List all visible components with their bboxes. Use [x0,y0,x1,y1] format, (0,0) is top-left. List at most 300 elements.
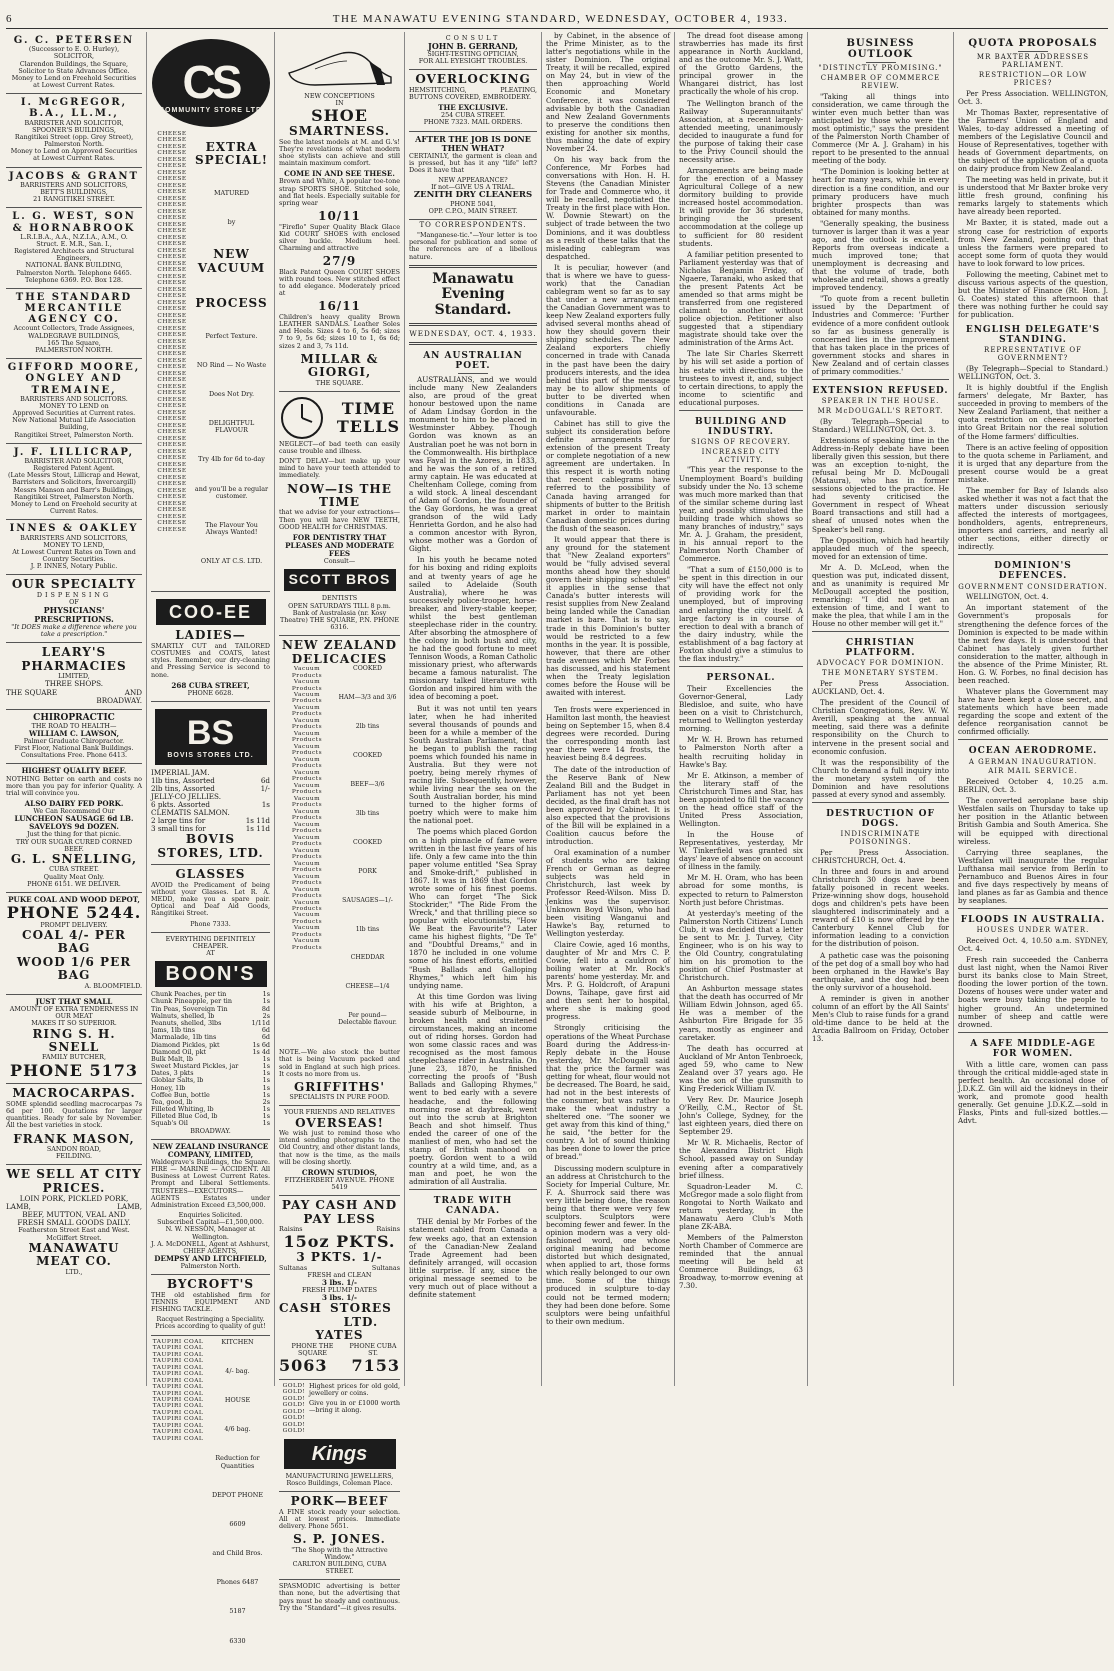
article-dominion-defences [958,593,1108,736]
repeat-word: TAUPIRI COAL [152,1364,204,1371]
headline-extension-refused: EXTENSION REFUSED. [812,385,949,396]
ad-line: Messrs Manson and Barr's Buildings, [13,485,135,494]
poet-paragraph: But it was not until ten years later, when he had inherited several thousands of pounds and been for a while a member of the South Australian Parliament, that he began to publish the racing poems which founded his name in Australia. But they were not poetry, being merely rhymes of racing life. Subsequently, however, while living near the sea on the South Australian border, his mind turned to the higher forms of poetry which were to make him the national poet. [409,703,537,826]
repeat-word: CHEESE [157,163,187,170]
repeat-word: TAUPIRI COAL [152,1371,204,1378]
repeat-word: CHEESE [157,293,187,300]
nz-insurance-ad: NEW ZEALAND INSURANCE COMPANY, LIMITED, Waldegrave's Buildings, the Square. FIRE — MARINE — ACCIDENT. All Business at Lowest Current Rates. Prompt and Liberal Settlements. TRUSTEES—EXECUTORS—AGENTS Estates under Administration Exceed £3,500,000. Enquiries Solicited. Subscribed Capital—£1,500,000. N. W. NESSON, Manager at Wellington. J. A. McDONELL, Agent at Ashhurst, CHIEF AGENTS, DEMPSY AND LITCHFIELD, Palmerston North. [151,1140,270,1276]
item-price: 1s [261,800,270,810]
repeat-word: Vacuum Products [291,847,323,861]
zenith-dry-cleaners-ad: AFTER THE JOB IS DONE THEN WHAT? CERTAINLY, the garment is clean and is pressed, but has it any "life" left? Does it have that NEW APPEARANCE? If not—GIVE US A TRIAL. ZENITH DRY CLEANERS PHONE 5041, OPP. C.P.O., MAIN STREET. [409,132,537,221]
gold-repeat-column [279,1383,309,1435]
repeat-word: Vacuum Products [291,886,323,900]
ad-line: Money to Lend on Freehold Securities [11,73,137,82]
ad-line: Money to Lend on Approved Securities [10,147,138,156]
ad-line: (Late Messrs Stout, Lillicrap and Hewat, [8,471,140,480]
ad-line: New National Mutual Life Association [12,416,136,425]
extension-paragraph: Mr A. D. McLeod, when the question was put, indicated dissent, and as unanimity is required Mr McDougall accepted the position, remarking: "I did not get an extension of time, and I want to make the plea, that while I am in the House no other member will get it." [812,562,949,629]
column-1 [2,32,147,1386]
repeat-word: CHEESE [157,137,187,144]
leary-pharmacies-ad: LEARY'S PHARMACIES LIMITED, THREE SHOPS. THE SQUARE AND BROADWAY. [6,643,142,709]
repeat-word: CHEESE [157,176,187,183]
poet-paragraph: AUSTRALIANS, and we would include many New Zealanders also, are proud of the great honour bestowed upon the name of Adam Lindsay Gordon in the monument to him to be placed in Westminster Abbey. Though Gordon was known as an Australian poet he was not born in the Commonwealth. His birthplace was Fayal in the Azores, in 1833, and he was the son of a retired army captain. He was educated at Cheltenham College, coming from a wild stock. A lineal descendant of Adam of Gordon, the founder of the Gay Gordons, he was a great grandson of the wild Lady Henrietta Gordon, and he also had a common ancestor with Byron, whose mother was a Gordon of Gight. [409,375,537,554]
ad-line: Engineers, [56,254,92,263]
pork-beef-ad: PORK—BEEF A FINE stock ready your selection. All at lowest prices. Immediate delivery. Phone 5651. S. P. JONES. "The Shop with the Attractive Window." CARLTON BUILDING, CUBA STREET. [279,1492,400,1580]
cheese-ad-line: Try 4lb for 6d to-day [198,455,265,464]
ad-line: Building, [59,423,89,432]
taupiri-line: 6330 [229,1636,246,1645]
repeat-word: CHEESE [157,520,187,527]
repeat-word: CHEESE [157,403,187,410]
repeat-word: CHEESE [157,208,187,215]
item-name: Sweet Mustard Pickles, jar [151,1062,239,1071]
christian-paragraph: It was the responsibility of the Church to demand a full inquiry into the monetary system of the Dominion and have resolutions passed at every synod and assembly. [812,757,949,799]
repeat-word: CHEESE [157,182,187,189]
repeat-word: TAUPIRI COAL [152,1384,204,1391]
vacuum-repeat-column [279,666,335,1049]
repeat-word: CHEESE [157,435,187,442]
ad-line: Rangitikei Street, Palmerston North. [14,492,134,501]
ad-line: Approved Securities at Current rates. [12,409,136,418]
repeat-word: TAUPIRI COAL [152,1358,204,1365]
item-name: Walnuts, shelled, lb [151,1011,215,1020]
vacuum-line: 2lb tins [355,722,380,730]
bovis-stores-ad: BS BOVIS STORES LTD. IMPERIAL JAM. 1lb tins, Assorted 6d 2lb tins, Assorted 1/- JELLY-CO JELLIES. 6 pkts. Assorted 1s CLEMATIS SALMON. 2 large tins for 1s 11d 3 small tins for 1s 11d BOVIS STORES, LTD. [151,702,270,865]
item-price: 6d [260,776,270,786]
repeat-word: Vacuum Products [291,679,323,692]
firm-name: JACOBS & GRANT [8,170,140,182]
item-name: Diamond Pickles, pkt [151,1040,220,1049]
repeat-word: CHEESE [157,351,187,358]
taupiri-repeat-column [151,1339,205,1667]
item-name: 6 pkts. Assorted [151,800,211,810]
column-5 [542,32,675,1386]
repeat-word: CHEESE [157,474,187,481]
taupiri-line: Phones 6487 [216,1578,259,1587]
repeat-word: CHEESE [157,409,187,416]
personal-item: At yesterday's meeting of the Palmerston North Citizens' Lunch Club, it was decided that a letter be sent to Mr. J. Turvey, City Engineer, who is on his way to the Old Country, congratulating him on his promotion to the position of Chief Postmaster at Christchurch. [679,908,803,983]
repeat-word: CHEESE [157,357,187,364]
repeat-word: CHEESE [157,383,187,390]
repeat-word: CHEESE [157,448,187,455]
item-price: 2s [262,1097,270,1106]
repeat-word: CHEESE [157,312,187,319]
item-name: IMPERIAL JAM. [151,767,210,777]
flood-paragraph: Received Oct. 4, 10.50 a.m. SYDNEY, Oct. 4. [958,936,1108,954]
shoe-price: 10/11 [318,209,361,224]
legal-ad [6,359,142,444]
community-store-logo: CS COMMUNITY STORE LTD [152,39,270,127]
item-price: 1s [262,1062,270,1071]
defence-paragraph: An important statement of the Government's proposals for strengthening the defence forces of the Dominion is expected to be made within the next few days. It is understood that Cabinet has lately given further consideration to the matter, although in the absence of the Prime Minister, Rt. Hon. G. W. Forbes, no final decision has been reached. [958,603,1108,685]
ad-line: WALDEGRAVE BUILDINGS, [28,331,120,340]
column-8: QUOTA PROPOSALS MR BAXTER ADDRESSES PARLIAMENT. RESTRICTION—OR LOW PRICES? Per Press Association. WELLINGTON, Oct. 3. Mr Thomas Baxter, representative of the Farmers' Union of England and Wales, to-day addressed a meeting of members of the Legislative Council and House of Representatives, together with heads of Government departments, on the subject of the application of a quota on dairy produce from New Zealand. The meeting was held in private, but it is understood that Mr Baxter broke very little fresh ground, confining his remarks largely to statements which have already been reported. Mr Baxter, it is stated, made out a strong case for restriction of exports from New Zealand, pointing out that unless the farmers were prepared to accept some form of quota they would have to look forward to low prices. Following the meeting, Cabinet met to discuss various aspects of the question, but the Minister of Finance (Rt. Hon. J. G. Coates) stated this afternoon that there was nothing further he could say for publication. ENGLISH DELEGATE'S STANDING. REPRESENTATIVE OF GOVERNMENT? (By Telegraph—Special to Standard.) WELLINGTON, Oct. 3. It is highly doubtful if the English farmers' delegate, Mr Baxter, has succeeded in proving to members of the New Zealand Parliament, that neither a quota restriction on cheese imported into Great Britain nor the real solution of the Home farmers' difficulties. There is an active feeling of opposition to the quota scheme in Parliament, and it is urged that any departure from the present course would be a great mistake. The member for Bay of Islands also asked whether it was not a fact that the matters under discussion seriously affected the interests of mortgagees, bondholders, agents, entrepreneurs, importers and carriers, and nearly all other sections, either directly or indirectly. DOMINION'S DEFENCES. GOVERNMENT CONSIDERATION. WELLINGTON, Oct. 4. An important statement of the Government's proposals for strengthening the defence forces of the Dominion is expected to be made within the next few days. It is understood that Cabinet has lately given further consideration to the matter, although in the absence of the Prime Minister, Rt. Hon. G. W. Forbes, no final decision has been reached. Whatever plans the Government may have have been kept a close secret, and statements which have been made regarding the scope and extent of the defence reorganisation cannot be confirmed officially. OCEAN AERODROME. A GERMAN INAUGURATION. AIR MAIL SERVICE. Received October 4, 10.25 a.m. BERLIN, Oct. 3. The converted aeroplane base ship Westfalen sails on Thursday to take up her position in the Atlantic between British Gambia and South America. She will be equipped with directional wireless. Carrying three seaplanes, the Westfalen will inaugurate the regular Lufthansa mail service from Berlin to Pernambuco and Buenos Aires in four and five days respectively by means of land planes as far as Gambia and thence by seaplanes. FLOODS IN AUSTRALIA. HOUSES UNDER WATER. Received Oct. 4, 10.50 a.m. SYDNEY, Oct. 4. Fresh rain succeeded the Canberra dust last night, when the Namoi River burst its banks close to Main Street, flooding the lower portion of the town. Dozens of houses were under water and boats were busy taking the people to higher ground. An undetermined number of sheep and cattle were drowned. A SAFE MIDDLE-AGE FOR WOMEN. With a little care, women can pass through the critical middle-aged state in perfect health. An occasional dose of J.D.K.Z. Gin will aid the kidneys in their work, and promote good health generally. Get genuine J.D.K.Z.—sold in Flasks, Pints and full-sized bottles.—Advt. [958,38,1108,1126]
repeat-word: CHEESE [157,481,187,488]
repeat-word: TAUPIRI COAL [152,1338,204,1345]
dogs-paragraph: Per Press Association. CHRISTCHURCH, Oct. 4. [812,847,949,865]
news-item-railway-fund: The Wellington branch of the Railway Superannuitants' Association, at a recent largely-attended meeting, unanimously decided to inaugurate a fund for the purpose of taking their case to the Privy Council should the necessity arise. [679,98,803,164]
taupiri-line: Reduction for Quantities [215,1454,260,1470]
repeat-word: GOLD! [282,1402,306,1409]
item-name: Honey, 1lb [151,1083,186,1092]
repeat-word: CHEESE [157,286,187,293]
headline-destruction-of-dogs: DESTRUCTION OF DOGS. [826,808,935,830]
item-name: Squab's Oil [151,1119,188,1128]
shoe-desc: Black Patent Queen COURT SHOES with round toes. New stitched effect to add elegance. Moderately priced at [279,267,400,298]
repeat-word: Vacuum Products [291,925,323,938]
repeat-word: CHEESE [157,260,187,267]
item-name: 2lb tins, Assorted [151,784,215,794]
flood-paragraph: Fresh rain succeeded the Canberra dust last night, when the Namoi River burst its banks close to Main Street, flooding the lower portion of the town. Dozens of houses were under water and boats were busy taking the people to higher ground. An undetermined number of sheep and cattle were drowned. [958,955,1108,1029]
article-destruction-of-dogs [812,849,949,1043]
shoe-desc: "Fireflo" Super Quality Black Glace Kid COURT SHOES with enclosed silver buckle. Medium heel. Charming and attractive [279,222,400,253]
glasses-ad: GLASSES AVOID the Predicament of being without your Glasses. Let R. A. MEDD, make you a spare pair. Optical and Deaf Aid Goods, Rangitikei Street. Phone 7333. [151,865,270,932]
firm-name: G. C. PETERSEN [13,35,135,46]
cheese-ad-line: Perfect Texture. [205,331,258,340]
repeat-word: Vacuum Products [291,808,323,822]
trade-paragraph: It is peculiar, however (and that is where we have to guess-work) that the Canadian cablegram went so far as to say that under a new arrangement the Canadian Government was to keep New Zealand exporters fully advised several months ahead of how they should govern their shipping schedules. The New Zealand exporters chiefly concerned in trade with Canada in the past have been the dairy producers interests, and the idea behind this part of the message may be to allow shipments of butter to be diverted when conditions in Canada are unfavourable. [546,262,670,417]
article-floods-australia [958,937,1108,1029]
kings-jewellers-ad: GOLD! GOLD! GOLD! GOLD! GOLD! GOLD! GOLD! GOLD! Highest prices for old gold, jewellery or coins. Give you in or £1000 worth—bring it along. Kings MANUFACTURING JEWELLERS, Rosco Buildings, Coleman Place. [279,1380,400,1492]
article-business-outlook [812,93,949,376]
repeat-word: CHEESE [157,422,187,429]
article-ocean-aerodrome [958,778,1108,905]
vacuum-line: 1lb tins [355,925,380,933]
repeat-word: Vacuum Products [291,756,323,770]
repeat-word: TAUPIRI COAL [152,1351,204,1358]
vacuum-ad-copy [335,666,400,1049]
legal-ad [6,208,142,289]
column-6: The dread foot disease among strawberries has made its first appearance in North Auckland, and as the outcome Mr. S. J. Watt, of the Grotto Gardens, the principal grower in the Whangarei district, has lost practically the whole of his crop. The Wellington branch of the Railway Superannuitants' Association, at a recent largely-attended meeting, unanimously decided to inaugurate a fund for the purpose of taking their case to the Privy Council should the necessity arise. Arrangements are being made for the erection of a Massey Agricultural College of a new dormitory building to provide increased hostel accommodation. It will provide for 36 students, bringing the present accommodation at the college up to sufficient for 80 resident students. A familiar petition presented to Parliament yesterday was that of Nicholas Benjamin Friday, of Ngaere, Taranaki, who asked that the present Patents Act be amended so that arms might be transferred from one registered claimant to another without police objection. Petitioner also suggested that a stipendiary magistrate should take over the administration of the Arms Act. The late Sir Charles Skerrett by his will set aside a portion of his estate with directions to the trustees to invest it, and, subject to certain directions, to apply the income to scientific and educational purposes. BUILDING AND INDUSTRY. SIGNS OF RECOVERY. INCREASED CITY ACTIVITY. "This year the response to the Unemployment Board's building subsidy under the No. 13 scheme was much more marked than that of the similar scheme during last year, and possibly stimulated the building trade which shows so many branches of industry," says Mr. A. J. Graham, the president, in his annual report to the Palmerston North Chamber of Commerce. "That a sum of £150,000 is to be spent in this direction in our city will have the effect not only of providing work for the unemployed, but of improving and enlarging the city itself. A large factory is in course of erection to deal with a branch of the dairy industry, while the establishment of a bag factory at Foxton should give a stimulus to the flax industry." PERSONAL. Their Excellencies the Governor-General, Lady Bledisloe, and suite, who have been on a visit to Christchurch, returned to Wellington yesterday morning. Mr W. H. Brown has returned to Palmerston North after a health recruiting holiday in Hawke's Bay. Mr E. Atkinson, a member of the literary staff of the Christchurch Times and Star, has been appointed to fill the vacancy on the head office staff of the United Press Association, Wellington. In the House of Representatives, yesterday, Mr W. Tinkerfield was granted six days' leave of absence on account of illness in the family. Mr M. H. Oram, who has been abroad for some months, is expected to return to Palmerston North just before Christmas. At yesterday's meeting of the Palmerston North Citizens' Lunch Club, it was decided that a letter be sent to Mr. J. Turvey, City Engineer, who is on his way to the Old Country, congratulating him on his promotion to the position of Chief Postmaster at Christchurch. An Ashburton message states that the death has occurred of Mr William Edwin Johnson, aged 65. He was a member of the Ashburton Fire Brigade for 35 years, mostly as engineer and caretaker. The death has occurred at Auckland of Mr Anton Tenbroeck, aged 59, who came to New Zealand over 37 years ago. He was the son of the gunsmith to King Frederick William IV. Very Rev. Dr. Maurice Joseph O'Reilly, C.M., Rector of St. John's College, Sydney, for the last eighteen years, died there on September 29. Mr W. R. Michaelis, Rector of the Alexandra District High School, passed away on Sunday evening after a comparatively brief illness. Squadron-Leader M. C. McGregor made a solo flight from Rongotai to North Waikato and return yesterday, in the Manawatu Aero Club's Moth plane ZK-ABA. Members of the Palmerston North Chamber of Commerce are reminded that the annual meeting will be held at Commerce Buildings, 63 Broadway, to-morrow evening at 7.30. [675,32,808,1386]
item-name: 2 large tins for [151,816,206,826]
item-price: 1s [262,1105,270,1114]
boons-ad: EVERYTHING DEFINITELY CHEAPER. AT BOON'S Chunk Peaches, per tin 1s Chunk Pineapple, per tin 1s Tin Peas, Sovereign Tin 8d Walnuts, shelled, lb 2s Peanuts, shelled, 3lbs 1/11d Jams, 1lb tins 6d Marmalade, 1lb tins 6d Diamond Pickles, pkt 1s 6d Diamond Oil, pkt 1s 4d Bulk Malt, lb 1s Sweet Mustard Pickles, jar 1s Dates, 3 pkts 1s Globlar Salts, lb 1s Honey, 1lb 1s Coffee Bun, bottle 1s Tea, good, lb 2s Filleted Whiting, lb 1s Filleted Blue Cod, lb 1s Squab's Oil 1s BROADWAY. [151,933,270,1140]
item-name: JELLY-CO JELLIES. [151,792,221,802]
yates-cash-stores-ad: PAY CASH AND PAY LESS Raisins Raisins 15oz PKTS. 3 PKTS. 1/- Sultanas Sultanas FRESH and CLEAN 3 lbs. 1/- FRESH PLUMP DATES 3 lbs. 1/- CASH STORES LTD. YATES PHONE THE SQUARE PHONE CUBA ST. 5063 7153 [279,1196,400,1380]
repeat-word: CHEESE [157,507,187,514]
shoe-price-list [279,178,400,349]
item-price: 1s 11d [245,816,270,826]
vacuum-line: SAUSAGES—1/- [342,896,393,904]
cooee-ad: COO-EE LADIES— SMARTLY CUT and TAILORED COSTUMES and COATS, latest styles. Remember, our dry-cleaning and Pressing Service is second to none. 268 CUBA STREET, PHONE 6628. [151,592,270,702]
repeat-word: TAUPIRI COAL [152,1403,204,1410]
news-item-frosts: Ten frosts were experienced in Hamilton last month, the heaviest being on September 15, when 8.4 degrees were recorded. During the corresponding month last year there were 14 frosts, the heaviest being 8.4 degrees. [546,705,670,763]
repeat-word: CHEESE [157,143,187,150]
repeat-word: CHEESE [157,494,187,501]
item-name: Globlar Salts, lb [151,1076,204,1085]
repeat-word: CHEESE [157,500,187,507]
headline-business-outlook: BUSINESS OUTLOOK [846,38,915,61]
specialty-ad: OUR SPECIALTY DISPENSING OF PHYSICIANS' PRESCRIPTIONS. "It DOES make a difference where you take a prescription." [6,575,142,643]
crown-studios-ad: YOUR FRIENDS AND RELATIVES OVERSEAS! We wish just to remind those who intend sending photographs to the Old Country, and other distant lands, that now is the time, as the mails will be closing shortly. CROWN STUDIOS, FITZHERBERT AVENUE. PHONE 5419 [279,1106,400,1196]
ad-line: Current Rates. [49,507,99,516]
repeat-word: CHEESE [157,195,187,202]
vacuum-line: COOKED [353,838,382,846]
item-price: 6d [261,1026,270,1035]
ad-line: Account Collectors, Trade Assignees, [13,324,135,333]
legal-ad [6,32,142,94]
ad-line: 21 RANGITIKEI STREET. [33,195,115,204]
repeat-word: CHEESE [157,131,187,137]
quota-paragraph: The meeting was held in private, but it is understood that Mr Baxter broke very little fresh ground, confining his remarks largely to statements which have already been reported. [958,175,1108,217]
community-store-ad [151,32,270,592]
nameplate-evening-standard: Evening Standard. [434,286,512,319]
repeat-word: CHEESE [157,332,187,339]
headline-floods-australia: FLOODS IN AUSTRALIA. [960,915,1106,926]
repeat-word: CHEESE [157,247,187,254]
repeat-word: CHEESE [157,299,187,306]
taupiri-line: and Child Bros. [212,1549,263,1558]
item-price: 1s [262,1112,270,1121]
repeat-word: CHEESE [157,202,187,209]
ad-line: SPOONER'S BUILDINGS, [32,125,116,134]
repeat-word: TAUPIRI COAL [152,1435,204,1442]
repeat-word: TAUPIRI COAL [152,1422,204,1429]
scott-bros-logo: SCOTT BROS [284,569,396,591]
snell-butcher-ad: JUST THAT SMALL AMOUNT OF EXTRA TENDERNESS IN OUR MEAT MAKES IT SO SUPERIOR. RING S. H. SNELL FAMILY BUTCHER, PHONE 5173 [6,995,142,1085]
firm-name: THE STANDARD MERCANTILE AGENCY CO. [15,291,133,326]
news-item-wheat-board: Strongly criticising the operations of the Wheat Purchase Board during the Address-in-Reply debate in the House yesterday, Mr. McDougall said that the price the farmer was getting for wheat, flour would not be decreased. The Board, he said, had not in the best interests of the consumer, but was rather to make the wheat industry a sheltered one. "The sooner we get away from this kind of thing," he said, "the better for the country. A lot of sound thinking has been done to lower the price of bread." [546,1023,670,1162]
bycroft-ad: BYCROFT'S THE old established firm for TENNIS EQUIPMENT AND FISHING TACKLE. Racquet Restringing a Speciality. Prices according to quality of gut! [151,1275,270,1335]
item-name: Chunk Peaches, per tin [151,990,227,999]
cheese-ad-line: and you'll be a regular customer. [194,484,269,500]
personal-item: Their Excellencies the Governor-General, Lady Bledisloe, and suite, who have been on a visit to Christchurch, returned to Wellington yesterday morning. [679,684,803,734]
delegate-paragraph: The member for Bay of Islands also asked whether it was not a fact that the matters under discussion seriously affected the interests of mortgagees, bondholders, agents, entrepreneurs, importers and carriers, and nearly all other sections, either directly or indirectly. [958,485,1108,552]
poet-paragraph: The poems which placed Gordon on a high pinnacle of fame were written in the last five years of his life. Only a few came into the thin paper volume entitled "Sea Spray and Smoke-drift," published in 1867. It was in 1869 that Gordon wrote some of his finest poems. Who can forget "The Sick Stockrider," "The Ride From the Wreck," and that thrilling piece so popular with elocutionists, "How We Beat the Favourite"? Later came his highest flights, "De Te" and "Doubtful Dreams," and in 1870 he included in one volume some of his finest efforts, entitled "Bush Ballads and Galloping Rhymes," which left him his undying name. [409,827,537,990]
griffiths-ad: NEW ZEALAND DELICACIES Vacuum Products Vacuum Products Vacuum Products Vacuum Products Vacuum Products Vacuum Products Vacuum Products Vacuum Products Vacuum Products Vacuum Products Vacuum Products Vacuum Products Vacuum Products Vacuum Products Vacuum Products Vacuum Products Vacuum Products Vacuum Products Vacuum Products Vacuum Products Vacuum Products Vacuum Products COOKED HAM—3/3 and 3/6 2lb tins COOKED BEEF—3/6 3lb tins COOKED PORK SAUSAGES—1/- 1lb tins CHEDDAR CHEESE—1/4 Per pound—Delectable flavour. NOTE.—We also stock the butter that is being Vacuum packed and sold in England at such high prices. It costs no more from us. GRIFFITHS' SPECIALISTS IN PURE FOOD. [279,636,400,1106]
repeat-word: GOLD! [282,1382,306,1389]
repeat-word: TAUPIRI COAL [152,1390,204,1397]
repeat-word: CHEESE [157,370,187,377]
ad-line: at Lowest Current Rates. [33,154,115,163]
repeat-word: Vacuum Products [291,743,323,757]
defence-paragraph: WELLINGTON, Oct. 4. [966,592,1049,602]
cheese-repeat-column [151,131,193,587]
cheese-ad-line: by [227,218,236,227]
cheese-ad-line: PROCESS [195,296,268,311]
ad-line: Palmerston North. [44,140,104,149]
repeat-word: CHEESE [157,189,187,196]
taupiri-line: KITCHEN [221,1337,254,1346]
ad-line: Money to Lend on Freehold security at [10,499,138,508]
shoe-item [279,269,400,314]
repeat-word: GOLD! [282,1395,306,1402]
ad-line: MONEY TO LEND on [39,401,109,410]
outlook-paragraph: "The Dominion is looking better at heart for many years, while in every direction is a fine condition, and our primary producers have much brighter prospects than was obtained for many months. [812,167,949,217]
item-price: 6d [261,1033,270,1042]
news-item-arms-petition: A familiar petition presented to Parliament yesterday was that of Nicholas Benjamin Friday, of Ngaere, Taranaki, who asked that the present Patents Act be amended so that arms might be transferred from one registered claimant to another without police objection. Petitioner also suggested that a stipendiary magistrate should take over the administration of the Arms Act. [679,249,803,348]
repeat-word: CHEESE [157,377,187,384]
repeat-word: Vacuum Products [291,821,323,835]
delegate-paragraph: (By Telegraph—Special to Standard.) WELLINGTON, Oct. 3. [958,364,1108,382]
taupiri-line: DEPOT PHONE [212,1490,263,1499]
headline-christian-platform: CHRISTIAN PLATFORM. [845,638,916,659]
repeat-word: CHEESE [157,234,187,241]
overlocking-ad: OVERLOCKING HEMSTITCHING, PLEATING, BUTTONS COVERED, EMBROIDERY. THE EXCLUSIVE. 254 CUBA STREET. PHONE 7323. MAIL ORDERS. [409,70,537,131]
outlook-paragraph: "Taking all things into consideration, we came through the winter even much better than was anticipated by those who were the most optimistic," says the president of the Palmerston North Chamber of Commerce (Mr A. J. Graham) in his report to be presented to the annual meeting of the body. [812,91,949,166]
item-price: 1s [262,1083,270,1092]
article-trade-canada: THE denial by Mr Forbes of the statement cabled from Canada a few weeks ago, that an extension of the Canadian-New Zealand Trade Agreement had been definitely arranged, will occasion little surprise. If any, since the original message seemed to be very much out of place without a definite statement [409,1217,537,1299]
taupiri-coal-ad [151,1336,270,1671]
scott-bros-dentists-ad: TIME TELLS NEGLECT—of bad teeth can easily cause trouble and illness. DON'T DELAY—but make up your mind to have your teeth attended to immediately. NOW—IS THE TIME that we advise for your extractions—Then you will have NEW TEETH, GOOD HEALTH for CHRISTMAS. FOR DENTISTRY THAT PLEASES AND MODERATE FEES Consult— SCOTT BROS DENTISTS OPEN SATURDAYS TILL 8 p.m. Bank of Australasia (nr. Kosy Theatre) THE SQUARE, P.N. PHONE 6316. [279,392,400,636]
headline-ocean-aerodrome: OCEAN AERODROME. [968,746,1098,757]
quota-paragraph: Mr Thomas Baxter, representative of the Farmers' Union of England and Wales, to-day addressed a meeting of members of the Legislative Council and House of Representatives, together with heads of Government departments, on the subject of the application of a quota on dairy produce from New Zealand. [958,107,1108,174]
extension-paragraph: (By Telegraph—Special to Standard.) WELLINGTON, Oct. 3. [812,416,949,434]
repeat-word: CHEESE [157,461,187,468]
ad-line: BARRISTERS AND SOLICITORS, [20,533,128,542]
shoe-item [279,178,400,223]
firm-name: GIFFORD MOORE, ONGLEY AND TREMAINE, [7,362,141,396]
ad-line: BARRISTER AND SOLICITOR, [24,118,124,127]
taupiri-line: 4/6 bag. [224,1425,251,1434]
personal-item: In the House of Representatives, yesterday, Mr W. Tinkerfield was granted six days' leave of absence on account of illness in the family. [679,830,803,872]
ad-line: SOLICITOR, [53,52,95,61]
shoe-desc: Brown and White, A popular toe-tone strap SPORTS SHOE. Stitched sole, and flat heels. Especially suitable for spring wear [279,177,400,207]
repeat-word: CHEESE [157,241,187,248]
ad-line: BETT'S BUILDINGS, [40,187,108,196]
cheese-ad-line: MATURED [213,188,250,197]
ad-line: Country Securities. [42,555,106,564]
legal-ads [6,32,142,575]
repeat-word: CHEESE [157,273,187,280]
item-price: 1/- [260,784,270,794]
millar-giorgi-shoe-ad: NEW CONCEPTIONS IN SHOE SMARTNESS. See the latest models at M. and G.'s! They're revelations of what modern shoe stylists can achieve and still maintain maximum comfort. COME IN AND SEE THESE. Brown and White, A popular toe-tone strap SPORTS SHOE. Stitched sole, and flat heels. Especially suitable for spring wear 10/11 "Fireflo" Super Quality Black Glace Kid COURT SHOES with enclosed silver buckle. Medium heel. Charming and attractive 27/9 Black Patent Queen COURT SHOES with round toes. New stitched effect to add elegance. Moderately priced at 16/11 Children's heavy quality Brown LEATHER SANDALS. Leather Soles and Heels. Sizes 4 to 6, 5s 6d; sizes 7 to 9, 5s 6d; sizes 10 to 1, 6s 6d; sizes 2 and 3, 7s 11d. MILLAR & GIORGI, THE SQUARE. [279,32,400,392]
headline-safe-middle-age: A SAFE MIDDLE-AGE FOR WOMEN. [970,1038,1096,1059]
item-name: CLEMATIS SALMON. [151,808,230,818]
item-name: Jams, 1lb tins [151,1026,196,1035]
ad-line: BARRISTERS AND SOLICITORS. [20,394,128,403]
advt-jdkz-gin: With a little care, women can pass through the critical middle-aged state in perfect health. An occasional dose of J.D.K.Z. Gin will aid the kidneys in their work, and promote good health generally. Get genuine J.D.K.Z.—sold in Flasks, Pints and full-sized bottles.—Advt. [958,1059,1108,1126]
christian-paragraph: The president of the Council of Christian Congregations, Rev. W. W. Averill, speaking at the annual meeting, said there was a definite responsibility on the Church to intervene in the present social and economic confusion. [812,698,949,756]
extension-paragraph: Extensions of speaking time in the Address-in-Reply debate have been liberally given this session, but there was an exception to-night, the refusal being Mr D. McDougall (Mataura), who has in former sessions objected to the practice. He had seventy criticised the Government in respect of Wheat Board transactions and still had a sheaf of unused notes when the Speaker's bell rang. [812,435,949,534]
repeat-word: CHEESE [157,215,187,222]
news-item-skerrett-will: The late Sir Charles Skerrett by his will set aside a portion of his estate with directions to the trustees to invest it, and, subject to certain directions, to apply the income to scientific and educational purposes. [679,349,803,407]
item-name: Tea, good, lb [151,1097,193,1106]
repeat-word: CHEESE [157,455,187,462]
masthead [6,10,1108,29]
item-price: 1s [262,990,270,999]
cheese-ad-line: DELIGHTFUL FLAVOUR [208,419,255,435]
shoe-item [279,224,400,269]
personal-item: Mr W. R. Michaelis, Rector of the Alexandra District High School, passed away on Sunday evening after a comparatively brief illness. [679,1138,803,1180]
repeat-word: CHEESE [157,319,187,326]
personal-item: Members of the Palmerston North Chamber of Commerce are reminded that the annual meeting will be held at Commerce Buildings, 63 Broadway, to-morrow evening at 7.30. [679,1233,803,1291]
repeat-word: CHEESE [157,338,187,345]
cheese-ad-line: NO Rind — No Waste [196,360,267,369]
article-english-delegate [958,365,1108,551]
repeat-word: Vacuum Products [291,704,323,718]
item-price: 1s [262,997,270,1006]
repeat-word: CHEESE [157,344,187,351]
personal-item: Mr W. H. Brown has returned to Palmerston North after a health recruiting holiday in Hawke's Bay. [679,735,803,769]
item-name: Diamond Oil, pkt [151,1047,207,1056]
coal-depot-ad: PUKE COAL AND WOOD DEPOT, PHONE 5244. PROMPT DELIVERY. COAL 4/- PER BAG WOOD 1/6 PER BAG A. BLOOMFIELD. [6,893,142,995]
vacuum-line: PORK [358,867,377,875]
repeat-word: TAUPIRI COAL [152,1416,204,1423]
christian-paragraph: Per Press Association. AUCKLAND, Oct. 4. [812,679,949,697]
repeat-word: CHEESE [157,429,187,436]
item-price: 1s [262,1069,270,1078]
repeat-word: Vacuum Products [291,899,323,912]
headline-trade-canada: TRADE WITH CANADA. [433,1196,513,1217]
ad-line: Struct. E. M.R., San. I., [36,239,112,248]
vacuum-line: HAM—3/3 and 3/6 [338,694,397,701]
ad-line: at Lowest Current Rates. [33,81,115,90]
shoe-desc: Children's heavy quality Brown LEATHER SANDALS. Leather Soles and Heels. Sizes 4 to 6, 5s 6d; sizes 7 to 9, 5s 6d; sizes 10 to 1, 6s 6d; sizes 2 and 3, 7s 11d. [279,312,400,350]
trade-paragraph: It would appear that there is any ground for the statement that "New Zealand exporters" would be "fully advised several months ahead how they should govern their shipping schedules" it applies in the sense that Canada's butter interests will resist supplies from New Zealand being landed while the Canadian market is bare. That is to say, trade in this Dominion's butter would be restricted to a few months in the year. It is possible, however, that there are other trade avenues which Mr Forbes has discussed, and his statement when the Treaty legislation comes before the House will be awaited with interest. [546,534,670,697]
repeat-word: CHEESE [157,156,187,163]
repeat-word: CHEESE [157,442,187,449]
repeat-word: Vacuum Products [291,860,323,874]
cheese-ad-line: Does Not Dry. [208,389,255,398]
ad-line: Clarendon Buildings, the Square, [19,59,129,68]
headline-building-industry: BUILDING AND INDUSTRY. [694,416,788,437]
repeat-word: CHEESE [157,228,187,235]
news-item-strawberries: The dread foot disease among strawberries has made its first appearance in North Auckland, and as the outcome Mr. S. J. Watt, of the Grotto Gardens, the principal grower in the Whangarei district, has lost practically the whole of his crop. [679,31,803,97]
item-name: Chunk Pineapple, per tin [151,997,232,1006]
repeat-word: Vacuum Products [291,730,323,744]
item-price: 1/11d [251,1019,270,1027]
legal-ad [6,444,142,521]
taupiri-ad-copy [205,1339,270,1667]
ad-line: Rangitikei Street (opp. Grey Street), [14,132,134,141]
repeat-word: CHEESE [157,390,187,397]
ad-line: Registered Patent Agent. [33,464,115,473]
poet-paragraph: In his youth he became noted for his boxing and riding exploits and at twenty years of age he sailed to Adelaide (South Australia), where he was successively police-trooper, horse-breaker, and livery-stable keeper, whilst the best gentleman steeplechase rider in the country. After absorbing the atmosphere of the colony in both bush and city, he had the good fortune to meet Tennison Woods, a Roman Catholic missionary priest, who afterwards became a famous naturalist. The missionary talked literature with Gordon and inspired him with the idea of becoming a poet. [409,555,537,702]
repeat-word: GOLD! [282,1421,306,1428]
aerodrome-paragraph: Carrying three seaplanes, the Westfalen will inaugurate the regular Lufthansa mail service from Berlin to Pernambuco and Buenos Aires in four and five days respectively by means of land planes as far as Gambia and thence by seaplanes. [958,847,1108,906]
repeat-word: CHEESE [157,325,187,332]
item-price: 2s [262,1011,270,1020]
legal-ad [6,94,142,167]
quota-paragraph: Mr Baxter, it is stated, made out a strong case for restriction of exports from New Zealand, pointing out that unless the farmers were prepared to accept some form of quota they would have to look forward to low prices. [958,218,1108,268]
snelling-butcher-ad: HIGHEST QUALITY BEEF. NOTHING Better on earth and costs no more than you pay for inferior Quality. A trial will convince you. ALSO DAIRY FED PORK. We Can Recommend Our LUNCHEON SAUSAGE 6d LB. SAVELOYS 9d DOZEN. Just the thing for that picnic. TRY OUR SUGAR CURED CORNED BEEF. G. L. SNELLING, CUBA STREET. Quality Meat Only. PHONE 6151. WE DELIVER. [6,764,142,892]
quota-paragraph: Following the meeting, Cabinet met to discuss various aspects of the question, but the Minister of Finance (Rt. Hon. J. G. Coates) stated this afternoon that there was nothing further he could say for publication. [958,269,1108,320]
cheese-ad-line: NEW VACUUM [197,247,266,275]
firm-name: INNES & OAKLEY [9,523,139,535]
bovis-price-list [151,769,270,834]
repeat-word: CHEESE [157,396,187,403]
article-christian-platform [812,680,949,799]
item-name: Coffee Bun, bottle [151,1090,210,1099]
ad-line: Palmerston North. Telephone 6465. [16,268,132,277]
firm-name: J. F. LILLICRAP, [13,446,135,458]
repeat-word: CHEESE [157,267,187,274]
ad-line: (Successor to E. O. Hurley), [28,45,120,54]
chiropractic-ad: CHIROPRACTIC THE ROAD TO HEALTH— WILLIAM C. LAWSON, Palmer Graduate Chiropractor. First Floor, National Bank Buildings. Consultations Free. Phone 6413. [6,710,142,765]
cooee-logo: COO-EE [156,599,266,625]
taupiri-line: HOUSE [224,1395,251,1404]
repeat-word: Vacuum Products [291,692,323,705]
kings-logo: Kings [284,1439,396,1469]
item-price: 1s 6d [252,1040,270,1049]
headline-dominion-defences: DOMINION'S DEFENCES. [994,561,1072,582]
item-name: Bulk Malt, lb [151,1054,193,1063]
personal-item: Mr M. H. Oram, who has been abroad for some months, is expected to return to Palmerston North just before Christmas. [679,873,803,907]
repeat-word: CHEESE [157,364,187,371]
column-4: CONSULT JOHN B. GERRAND, SIGHT-TESTING OPTICIAN, FOR ALL EYESIGHT TROUBLES. OVERLOCKING HEMSTITCHING, PLEATING, BUTTONS COVERED, EMBROIDERY. THE EXCLUSIVE. 254 CUBA STREET. PHONE 7323. MAIL ORDERS. AFTER THE JOB IS DONE THEN WHAT? CERTAINLY, the garment is clean and is pressed, but has it any "life" left? Does it have that NEW APPEARANCE? If not—GIVE US A TRIAL. ZENITH DRY CLEANERS PHONE 5041, OPP. C.P.O., MAIN STREET. TO CORRESPONDENTS. "Manganese-tic."—Your letter is too personal for publication and some of the references are of a libellous nature. Manawatu Evening Standard. WEDNESDAY, OCT. 4, 1933. AN AUSTRALIAN POET. AUSTRALIANS, and we would include many New Zealanders also, are proud of the great honour bestowed upon the name of Adam Lindsay Gordon in the monument to him to be placed in Westminster Abbey. Though Gordon was known as an Australian poet he was not born in the Commonwealth. His birthplace was Fayal in the Azores, in 1833, and he was the son of a retired army captain. He was educated at Cheltenham College, coming from a wild stock. A lineal descendant of Adam of Gordon, the founder of the Gay Gordons, he was a great grandson of the wild Lady Henrietta Gordon, and he also had a common ancestor with Byron, whose mother was a Gordon of Gight. In his youth he became noted for his boxing and riding exploits and at twenty years of age he sailed to Adelaide (South Australia), where he was successively police-trooper, horse-breaker, and livery-stable keeper, whilst the best gentleman steeplechase rider in the country. After absorbing the atmosphere of the colony in both bush and city, he had the good fortune to meet Tennison Woods, a Roman Catholic missionary priest, who afterwards became a famous naturalist. The missionary talked literature with Gordon and inspired him with the idea of becoming a poet. But it was not until ten years later, when he had inherited several thousands of pounds and been for a while a member of the South Australian Parliament, that he began to publish the racing poems which founded his name in Australia. But they were not poetry, being merely rhymes of racing life. Subsequently, however, while living near the sea on the South Australian border, his mind turned to the higher forms of poetry which were to make him the national poet. The poems which placed Gordon on a high pinnacle of fame were written in the last five years of his life. Only a few came into the thin paper volume entitled "Sea Spray and Smoke-drift," published in 1867. It was in 1869 that Gordon wrote some of his finest poems. Who can forget "The Sick Stockrider," "The Ride From the Wreck," and that thrilling piece so popular with elocutionists, "How We Beat the Favourite"? Later came his highest flights, "De Te" and "Doubtful Dreams," and in 1870 he included in one volume some of his finest efforts, entitled "Bush Ballads and Galloping Rhymes," which left him his undying name. At this time Gordon was living with his wife at Brighton, a seaside suburb of Melbourne, in broken health and straitened circumstances, making an income out of riding horses. Gordon had won some classic races and was recognised as the most famous steeplechase rider in Australia. On June 23, 1870, he finished correcting the proofs of "Bush Ballads and Galloping Rhymes," went to bed early with a severe headache, and the following morning rose at daybreak, went out into the scrub at Brighton Beach and shot himself. Thus ended the career of one of the manliest of men, who had set the stamp of British manhood on poetry. Gordon went to a wild country at a wild time, and, as a man and poet, he won the admiration of all Australia. TRADE WITH CANADA. THE denial by Mr Forbes of the statement cabled from Canada a few weeks ago, that an extension of the Canadian-New Zealand Trade Agreement had been definitely arranged, will occasion little surprise. If any, since the original message seemed to be very much out of place without a definite statement [405,32,542,1386]
boons-price-list [151,991,270,1127]
news-item-accident: Claire Cowie, aged 16 months, daughter of Mr and Mrs C. P. Cowie, fell into a cauldron of boiling water at Mr. Rock's parents' home yesterday. Mr. and Mrs. P. G. Holdcroft, of Arapuni Downs, Taihape, gave first aid and then sent her to hospital, where she is making good progress. [546,939,670,1022]
personal-column [679,685,803,1290]
delegate-paragraph: It is highly doubtful if the English farmers' delegate, Mr Baxter, has succeeded in proving to members of the New Zealand Parliament, that neither a quota restriction on cheese imported into Great Britain nor the real solution of the Home farmers' difficulties. [958,383,1108,441]
ad-line: Barristers and Solicitors, Invercargill) [12,478,136,487]
aerodrome-paragraph: The converted aeroplane base ship Westfalen sails on Thursday to take up her position in the Atlantic between British Gambia and South America. She will be equipped with directional wireless. [958,796,1108,846]
trade-paragraph: On his way back from the Conference, Mr Forbes had conversations with Hon. H. H. Stevens (the Canadian Minister for Trade and Commerce who, it will be recalled, negotiated the Treaty in the first place with Hon. W. Downie Stewart) on the subject of trade between the two Dominions, and it was doubtless as a result of these talks that the misleading cablegram was despatched. [546,154,670,261]
repeat-word: TAUPIRI COAL [152,1397,204,1403]
personal-item: The death has occurred at Auckland of Mr Anton Tenbroeck, aged 59, who came to New Zealand over 37 years ago. He was the son of the gunsmith to King Frederick William IV. [679,1043,803,1093]
delegate-paragraph: There is an active feeling of opposition to the quota scheme in Parliament, and it is urged that any departure from the present course would be a great mistake. [958,442,1108,484]
